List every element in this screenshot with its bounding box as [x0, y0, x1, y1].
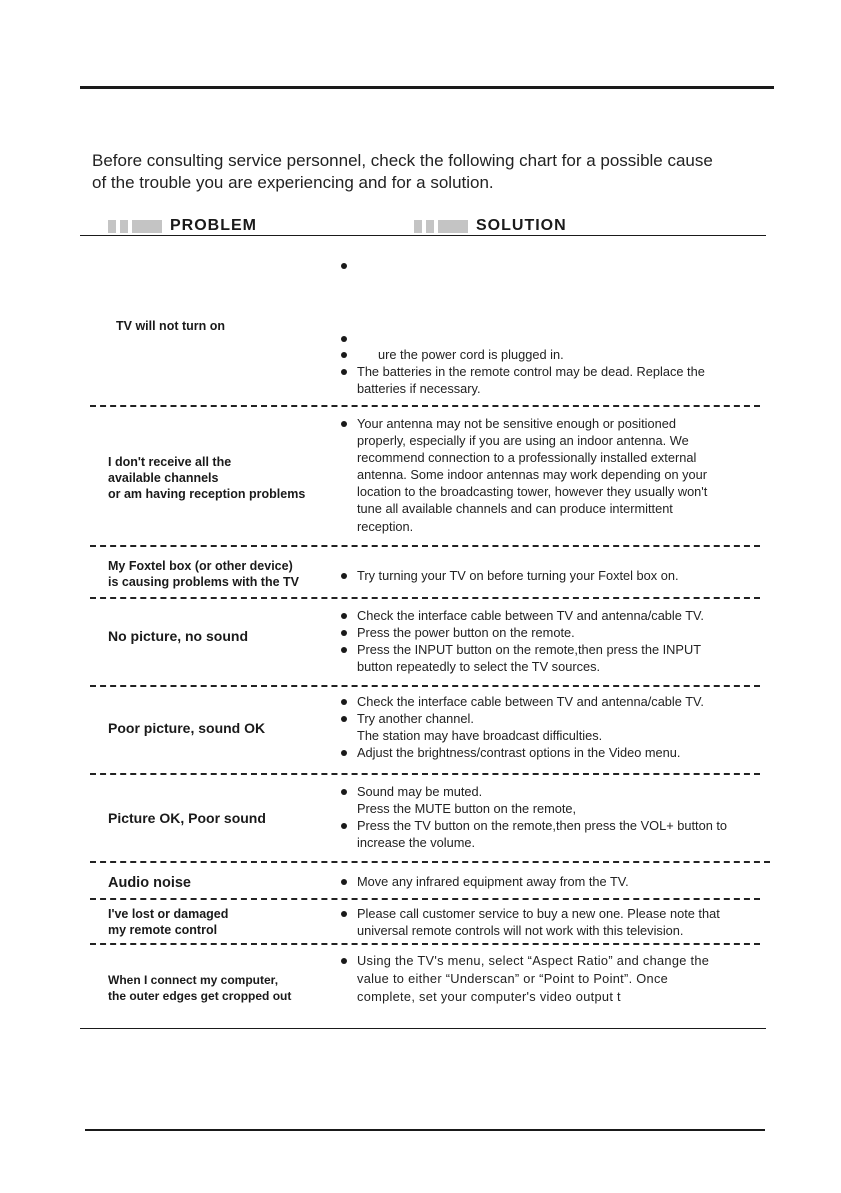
intro-line-1: Before consulting service personnel, check the following chart for a possible cause	[92, 151, 713, 170]
problem-header	[108, 217, 257, 235]
bullet-icon	[341, 911, 347, 917]
footer-rule	[85, 1129, 765, 1131]
solution-text: Press the INPUT button on the remote,then press the INPUT	[357, 642, 702, 657]
problem-header-label: PROBLEM	[170, 217, 257, 234]
row-divider	[90, 545, 760, 547]
solution-text: Please call customer service to buy a new one. Please note that	[357, 906, 720, 921]
solution-text: value to either “Underscan” or “Point to Point”. Once	[357, 971, 669, 986]
bullet-icon	[341, 716, 347, 722]
problem-label: No picture, no sound	[108, 628, 248, 644]
header-block-icon	[132, 220, 162, 233]
solution-text: batteries if necessary.	[357, 381, 481, 396]
row-divider	[90, 773, 760, 775]
solution-text: Using the TV's menu, select “Aspect Ratio” and change the	[357, 953, 710, 968]
problem-label: My Foxtel box (or other device) is causing problems with the TV	[108, 559, 300, 589]
header-block-icon	[108, 220, 116, 233]
problem-label: Picture OK, Poor sound	[108, 810, 266, 826]
bullet-icon	[341, 750, 347, 756]
problem-label: I don't receive all the available channels or am having reception problems	[108, 455, 306, 501]
solution-text: tune all available channels and can produce intermittent	[357, 501, 673, 516]
problem-label: TV will not turn on	[116, 319, 226, 333]
header-block-icon	[414, 220, 422, 233]
problem-label: I've lost or damaged my remote control	[108, 907, 229, 937]
bullet-icon	[341, 573, 347, 579]
bullet-icon	[341, 336, 347, 342]
table-bottom-rule	[80, 1028, 766, 1029]
solution-text: increase the volume.	[357, 835, 476, 850]
row-divider	[90, 943, 760, 945]
solution-text: Press the TV button on the remote,then press the VOL+ button to	[357, 818, 728, 833]
solution-text: The station may have broadcast difficulties.	[357, 728, 603, 743]
intro-line-2: of the trouble you are experiencing and for a solution.	[92, 173, 494, 192]
row-divider	[90, 685, 760, 687]
top-rule	[80, 86, 774, 89]
bullet-icon	[341, 823, 347, 829]
solution-text: Try another channel.	[357, 711, 474, 726]
solution-text: Move any infrared equipment away from the TV.	[357, 874, 629, 889]
solution-text: antenna. Some indoor antennas may work depending on your	[357, 467, 708, 482]
row-divider	[90, 405, 760, 407]
header-block-icon	[426, 220, 434, 233]
intro-text	[92, 150, 792, 194]
solution-text: Sound may be muted.	[357, 784, 483, 799]
bullet-icon	[341, 630, 347, 636]
problem-label: When I connect my computer, the outer edges get cropped out	[108, 973, 292, 1003]
bullet-icon	[341, 421, 347, 427]
solution-text: Check the interface cable between TV and antenna/cable TV.	[357, 694, 704, 709]
solution-text: Check the interface cable between TV and antenna/cable TV.	[357, 608, 704, 623]
solution-text: universal remote controls will not work with this television.	[357, 923, 684, 938]
solution-text: Your antenna may not be sensitive enough or positioned	[357, 416, 676, 431]
bullet-icon	[341, 263, 347, 269]
solution-text: Try turning your TV on before turning your Foxtel box on.	[357, 568, 679, 583]
solution-text: location to the broadcasting tower, however they usually won't	[357, 484, 708, 499]
solution-text: Adjust the brightness/contrast options in the Video menu.	[357, 745, 681, 760]
row-divider	[90, 861, 770, 863]
bullet-icon	[341, 789, 347, 795]
row-divider	[90, 597, 760, 599]
solution-text: complete, set your computer's video output t	[357, 989, 621, 1004]
problem-label: Poor picture, sound OK	[108, 720, 266, 736]
bullet-icon	[341, 369, 347, 375]
bullet-icon	[341, 879, 347, 885]
bullet-icon	[341, 647, 347, 653]
solution-header	[414, 217, 567, 235]
header-rule	[80, 235, 766, 236]
bullet-icon	[341, 352, 347, 358]
solution-header-label: SOLUTION	[476, 217, 567, 234]
solution-text: Press the power button on the remote.	[357, 625, 575, 640]
row-divider	[90, 898, 760, 900]
solution-text: The batteries in the remote control may be dead. Replace the	[357, 364, 705, 379]
bullet-icon	[341, 613, 347, 619]
header-block-icon	[120, 220, 128, 233]
bullet-icon	[341, 958, 347, 964]
solution-text: recommend connection to a professionally installed external	[357, 450, 697, 465]
solution-text: Press the MUTE button on the remote,	[357, 801, 577, 816]
solution-text: properly, especially if you are using an indoor antenna. We	[357, 433, 689, 448]
header-block-icon	[438, 220, 468, 233]
bullet-icon	[341, 699, 347, 705]
solution-text: ure the power cord is plugged in.	[378, 347, 564, 362]
solution-text: reception.	[357, 519, 414, 534]
solution-text: button repeatedly to select the TV sources.	[357, 659, 601, 674]
problem-label: Audio noise	[108, 875, 191, 891]
